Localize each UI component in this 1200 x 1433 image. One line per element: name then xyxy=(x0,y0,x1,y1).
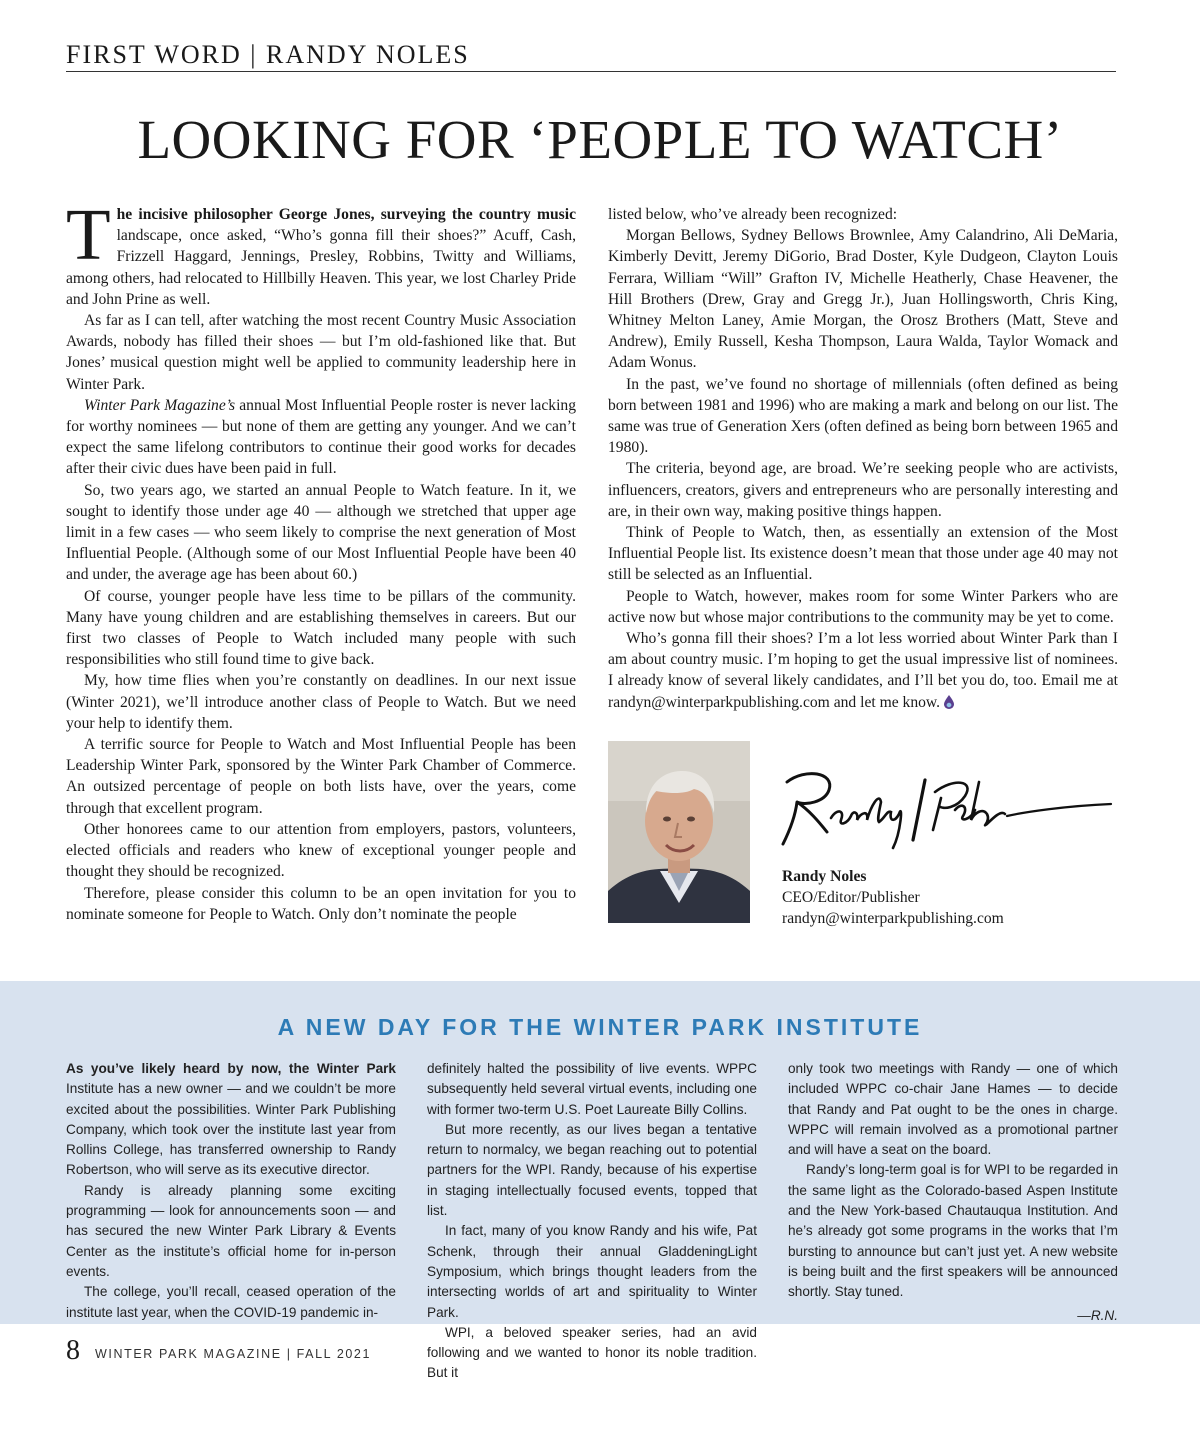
drop-cap: T xyxy=(66,194,111,275)
sidebar-paragraph: WPI, a beloved speaker series, had an avid following and we wanted to honor its noble tradition. But it xyxy=(427,1324,757,1381)
sidebar-column-2 xyxy=(427,1059,757,1384)
article-paragraph: My, how time flies when you’re constantly on deadlines. In our next issue (Winter 2021), we’ll introduce another class of People to Watch. But we need your help to identify them. xyxy=(66,672,576,732)
sidebar-paragraph: Randy’s long-term goal is for WPI to be regarded in the same light as the Colorado-based Aspen Institute and the New York-based Chautauqua Institution. And he’s already got some programs in the works that I’m bursting to announce but can’t just yet. A new website is being built and the first speakers will be announced shortly. Stay tuned. xyxy=(788,1162,1118,1300)
author-title: CEO/Editor/Publisher xyxy=(782,889,920,906)
sidebar-paragraph xyxy=(66,1059,396,1181)
article-paragraph: So, two years ago, we started an annual People to Watch feature. In it, we sought to identify those under age 40 — although we stretched that upper age limit in a few cases — who seem likely to comprise the next generation of Most Influential People. (Although some of our Most Influential People have been 40 and under, the average age has been about 60.) xyxy=(66,481,576,584)
article-column-right xyxy=(608,204,1118,713)
page-number: 8 xyxy=(66,1335,80,1366)
section-kicker: FIRST WORD | RANDY NOLES xyxy=(66,40,1116,72)
publication-footer: WINTER PARK MAGAZINE | FALL 2021 xyxy=(95,1347,372,1361)
article-paragraph: Therefore, please consider this column to be an open invitation for you to nominate someone for People to Watch. Only don’t nominate the people xyxy=(66,884,576,923)
article-paragraph: Of course, younger people have less time to be pillars of the community. Many have young children and are establishing themselves in careers. But our first two classes of People to Watch included many people with such responsibilities who still found time to give back. xyxy=(66,587,576,669)
article-paragraph: People to Watch, however, makes room for some Winter Parkers who are active now but whose major contributions to the community may be yet to come. xyxy=(608,587,1118,626)
paragraph-text: landscape, once asked, “Who’s gonna fill their shoes?” Acuff, Cash, Frizzell Haggard, Jennings, Presley, Robbins, Twitty and Williams, among others, had relocated to Hillbilly Heaven. This year, we lost Charley Pride and John Prine as well. xyxy=(66,227,576,308)
article-paragraph xyxy=(608,628,1118,713)
author-email[interactable]: randyn@winterparkpublishing.com xyxy=(782,910,1004,927)
article-paragraph xyxy=(66,395,576,480)
article-paragraph: Think of People to Watch, then, as essentially an extension of the Most Influential People list. Its existence doesn’t mean that those under age 40 may not still be selected as an Influential. xyxy=(608,524,1118,584)
sidebar-paragraph: In fact, many of you know Randy and his wife, Pat Schenk, through their annual GladdeningLight Symposium, which brings thought leaders from the intersecting worlds of art and spirituality to Winter Park. xyxy=(427,1223,757,1320)
article-paragraph: In the past, we’ve found no shortage of millennials (often defined as being born between 1981 and 1996) who are making a mark and belong on our list. The same was true of Generation Xers (often defined as being born between 1965 and 1980). xyxy=(608,375,1118,457)
sidebar-column-3 xyxy=(788,1059,1118,1326)
author-photo xyxy=(608,741,750,923)
lead-in: he incisive philosopher George Jones, surveying the country music xyxy=(116,206,576,223)
sidebar-paragraph: only took two meetings with Randy — one of which included WPPC co-chair Jane Hames — to decide that Randy and Pat ought to be the ones in charge. WPPC will remain involved as a promotional partner and will have a seat on the board. xyxy=(788,1061,1118,1158)
sidebar-title: A NEW DAY FOR THE WINTER PARK INSTITUTE xyxy=(277,1014,923,1040)
article-paragraph: Other honorees came to our attention from employers, pastors, volunteers, elected officials and readers who knew of exceptional younger people and thought they should be recognized. xyxy=(66,820,576,881)
end-mark-icon xyxy=(944,695,954,709)
sidebar-paragraph: Randy is already planning some exciting programming — look for announcements soon — and has secured the new Winter Park Library & Events Center as the institute’s official home for in-person events. xyxy=(66,1182,396,1279)
author-byline xyxy=(782,866,1004,929)
sidebar-paragraph: The college, you’ll recall, ceased operation of the institute last year, when the COVID-19 pandemic in- xyxy=(66,1284,396,1320)
sidebar-paragraph: But more recently, as our lives began a tentative return to normalcy, we began reaching out to potential partners for the WPI. Randy, because of his expertise in staging intellectually focused events, topped that list. xyxy=(427,1121,757,1219)
sidebar-lead-in: As you’ve likely heard by now, the Winter Park xyxy=(66,1061,396,1076)
paragraph-text: Institute has a new owner — and we couldn’t be more excited about the possibilities. Winter Park Publishing Company, which took over the institute last year from Rollins College, has transferred ownership to Randy Robertson, who will serve as its executive director. xyxy=(66,1081,396,1178)
paragraph-text: Who’s gonna fill their shoes? I’m a lot less worried about Winter Park than I am about country music. I’m hoping to get the usual impressive list of nominees. I already know of several likely candidates, and I’ll bet you do, too. Email me at randyn@winterparkpublishing.com and let me know. xyxy=(608,630,1118,711)
magazine-title: Winter Park Magazine’s xyxy=(84,396,236,414)
portrait-illustration xyxy=(608,741,750,923)
paragraph-text: annual Most Influential People roster is never lacking for worthy nominees — but none of them are getting any younger. And we can’t expect the same lifelong contributors to continue their good works for decades after their civic dues have been paid in full. xyxy=(66,396,576,478)
article-paragraph: listed below, who’ve already been recognized: xyxy=(608,206,898,223)
sidebar-paragraph: definitely halted the possibility of live events. WPPC subsequently held several virtual events, including one with former two-term U.S. Poet Laureate Billy Collins. xyxy=(427,1061,757,1117)
article-column-left xyxy=(66,194,576,925)
article-paragraph xyxy=(66,194,576,310)
article-paragraph: The criteria, beyond age, are broad. We’re seeking people who are activists, influencers, creators, givers and entrepreneurs who are personally interesting and are, in their own way, making positive things happen. xyxy=(608,460,1118,520)
article-paragraph: As far as I can tell, after watching the most recent Country Music Association Awards, nobody has filled their shoes — but I’m old-fashioned like that. But Jones’ musical question might well be applied to community leadership here in Winter Park. xyxy=(66,312,576,393)
article-paragraph: A terrific source for People to Watch and Most Influential People has been Leadership Winter Park, sponsored by the Winter Park Chamber of Commerce. An outsized percentage of people on both lists have, over the years, come through that excellent program. xyxy=(66,736,576,817)
honoree-list: Morgan Bellows, Sydney Bellows Brownlee, Amy Calandrino, Ali DeMaria, Kimberly Devitt, Jeremy DiGorio, Brad Doster, Kyle Dudgeon, Clayton Louis Ferrara, William “Will” Grafton IV, Michelle Heatherly, Chase Heavener, the Hill Brothers (Drew, Gray and Gregg Jr.), Juan Hollingsworth, Chris King, Whitney Melton Laney, Amie Morgan, the Orosz Brothers (Matt, Steve and Andrew), Emily Russell, Kesha Thompson, Laura Walda, Taylor Womack and Adam Wonus. xyxy=(608,227,1118,372)
sidebar-initials: —R.N. xyxy=(1077,1307,1118,1323)
article-headline: LOOKING FOR ‘PEOPLE TO WATCH’ xyxy=(137,109,1063,170)
author-signature xyxy=(775,762,1120,854)
sidebar-column-1 xyxy=(66,1059,396,1323)
author-name: Randy Noles xyxy=(782,868,867,885)
